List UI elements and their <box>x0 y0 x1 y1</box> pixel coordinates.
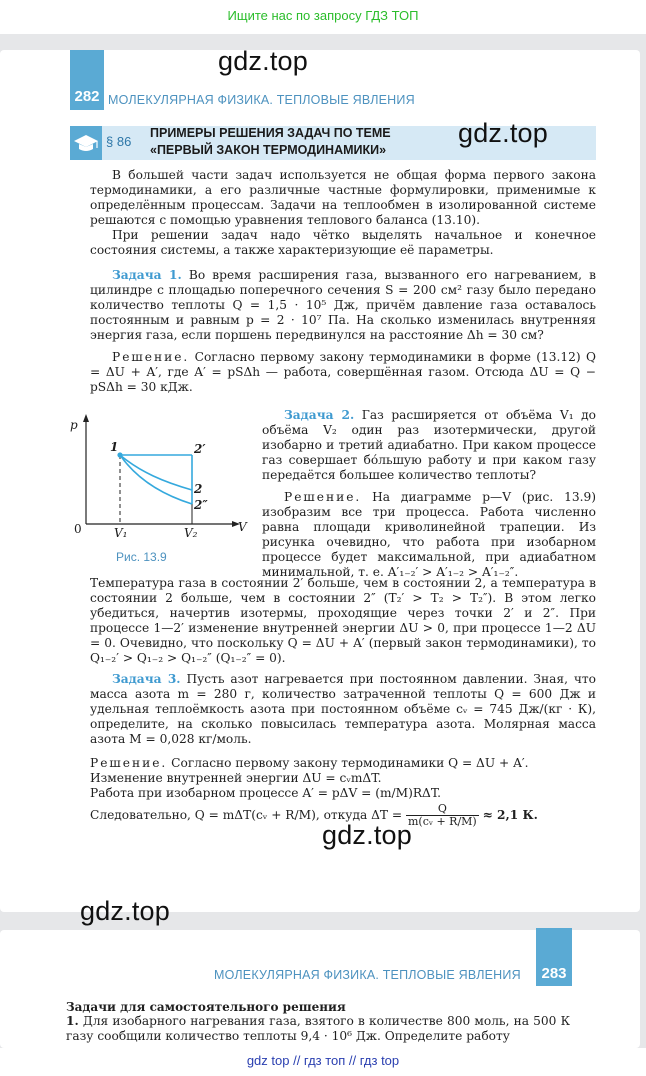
fraction-denominator: m(cᵥ + R/M) <box>407 815 477 828</box>
page-number-box <box>536 928 572 986</box>
task-3-text: Пусть азот нагревается при постоянном давлении. Зная, что масса азота m = 280 г, количество затраченной теплоты Q = 600 Дж и удельная теплоёмкость азота при постоянном объёме cᵥ = 745 Дж/(кг · К), определите, на сколько повысилась температура азота. Молярная масса азота M = 0,028 кг/моль. <box>90 672 597 746</box>
task-3 <box>90 672 596 747</box>
item-number: 1. <box>66 1014 79 1028</box>
solution-3-line-1: Согласно первому закону термодинамики Q = ΔU + A′. <box>171 756 529 770</box>
point-2-label: 2 <box>194 482 203 496</box>
watermark: gdz.top <box>322 820 412 850</box>
fraction-numerator: Q <box>406 803 479 816</box>
figure-13-9 <box>68 412 248 544</box>
item-text: Для изобарного нагревания газа, взятого в количестве 800 моль, на 500 К газу сообщили количество теплоты 9,4 · 10⁶ Дж. Определите работу <box>66 1014 571 1043</box>
self-study-heading: Задачи для самостоятельного решения <box>66 1000 346 1014</box>
solution-3-line-4: Следовательно, Q = mΔT(cᵥ + R/M), откуда ΔT = <box>90 808 403 822</box>
solution-3-line-3: Работа при изобарном процессе A′ = pΔV = (m/M)RΔT. <box>90 786 442 800</box>
page-number: 282 <box>74 88 100 105</box>
section-number: § 86 <box>106 134 132 149</box>
solution-3-line-2: Изменение внутренней энергии ΔU = cᵥmΔT. <box>90 771 382 785</box>
textbook-page-282 <box>0 46 640 926</box>
solution-2-text: На диаграмме p—V (рис. 13.9) изобразим все три процесса. Работа численно равна площади криволинейной трапеции. Из рисунка очевидно, что работа при изобарном процессе будет максимальной, при адиабатном минимальной, т. е. A′₁₋₂′ > A′₁₋₂ > A′₁₋₂″. <box>262 490 596 579</box>
solution-1-label: Решение. <box>112 350 190 364</box>
watermark: gdz.top <box>80 896 170 926</box>
v2-label: V₂ <box>184 526 198 540</box>
top-banner <box>0 0 646 34</box>
page-number-box <box>70 50 104 110</box>
solution-3 <box>90 756 596 828</box>
self-study-item-1 <box>66 1014 570 1044</box>
solution-1-text: Согласно первому закону термодинамики в форме (13.12) Q = ΔU + A′, где A′ = pSΔh — работа, совершённая газом. Отсюда ΔU = Q − pSΔh = 30 кДж. <box>90 350 597 394</box>
continuation-paragraph: Температура газа в состоянии 2′ больше, чем в состоянии 2, а температура в состоянии 2 больше, чем в состоянии 2″ (T₂′ > T₂ > T₂″). В этом легко убедиться, начертив изотермы, проходящие через точки 2′ и 2″. При процессе 1—2′ изменение внутренней энергии ΔU > 0, при процессе 1—2 ΔU = 0. Очевидно, что поскольку Q = ΔU + A′ (первый закон термодинамики), то Q₁₋₂′ > Q₁₋₂ > Q₁₋₂″ (Q₁₋₂″ = 0). <box>90 576 596 665</box>
v1-label: V₁ <box>114 526 128 540</box>
point-2prime-label: 2′ <box>194 442 206 456</box>
figure-caption: Рис. 13.9 <box>116 550 167 564</box>
point-1-label: 1 <box>110 440 119 454</box>
point-2dprime-label: 2″ <box>194 498 208 512</box>
footer-links[interactable]: gdz top // гдз топ // гдз top <box>246 1053 400 1068</box>
running-head: МОЛЕКУЛЯРНАЯ ФИЗИКА. ТЕПЛОВЫЕ ЯВЛЕНИЯ <box>214 968 521 982</box>
intro-paragraph-1: В большей части задач используется не общая форма первого закона термодинамики, а его различные частные формулировки, применимые к определённым процессам. Задачи на теплообмен в изолированной системе решаются с помощью уравнения теплового баланса (13.10). <box>90 168 596 227</box>
watermark: gdz.top <box>218 46 308 76</box>
banner-text: Ищите нас по запросу ГДЗ ТОП <box>227 8 419 23</box>
textbook-page-283 <box>0 930 640 1048</box>
footer-bar <box>0 1048 646 1076</box>
running-head: МОЛЕКУЛЯРНАЯ ФИЗИКА. ТЕПЛОВЫЕ ЯВЛЕНИЯ <box>108 93 415 107</box>
solution-3-result: ≈ 2,1 К. <box>482 808 538 822</box>
intro-paragraph-2: При решении задач надо чётко выделять начальное и конечное состояния системы, а также характеризующие её параметры. <box>90 228 596 257</box>
solution-1 <box>90 350 596 395</box>
section-title <box>150 125 391 159</box>
origin-label: 0 <box>74 522 82 536</box>
task-2 <box>262 408 596 483</box>
formula-fraction <box>406 803 479 828</box>
section-title-line-2: «ПЕРВЫЙ ЗАКОН ТЕРМОДИНАМИКИ» <box>150 143 387 157</box>
task-1-label: Задача 1. <box>112 268 182 282</box>
solution-2-label: Решение. <box>284 490 362 504</box>
solution-2 <box>262 490 596 580</box>
watermark: gdz.top <box>458 118 548 148</box>
task-2-text: Газ расширяется от объёма V₁ до объёма V₂ один раз изотермически, другой изобарно и третий адиабатно. При каком процессе газ совершает бо́льшую работу и при каком газу передаётся большее количество теплоты? <box>262 408 597 482</box>
task-2-label: Задача 2. <box>284 408 355 422</box>
solution-3-label: Решение. <box>90 756 168 770</box>
axis-p-label: p <box>70 418 78 432</box>
page-number: 283 <box>541 965 567 982</box>
task-3-label: Задача 3. <box>112 672 181 686</box>
task-1-text: Во время расширения газа, вызванного его нагреванием, в цилиндре с площадью поперечного сечения S = 200 см² газу было передано количество теплоты Q = 1,5 · 10⁵ Дж, причём давление газа оставалось постоянным и равным p = 2 · 10⁷ Па. На сколько изменилась внутренняя энергия газа, если поршень передвинулся на расстояние Δh = 30 см? <box>90 268 597 342</box>
axis-v-label: V <box>238 520 247 534</box>
section-title-line-1: ПРИМЕРЫ РЕШЕНИЯ ЗАДАЧ ПО ТЕМЕ <box>150 126 391 140</box>
graduation-cap-icon <box>70 126 102 160</box>
task-1 <box>90 268 596 343</box>
